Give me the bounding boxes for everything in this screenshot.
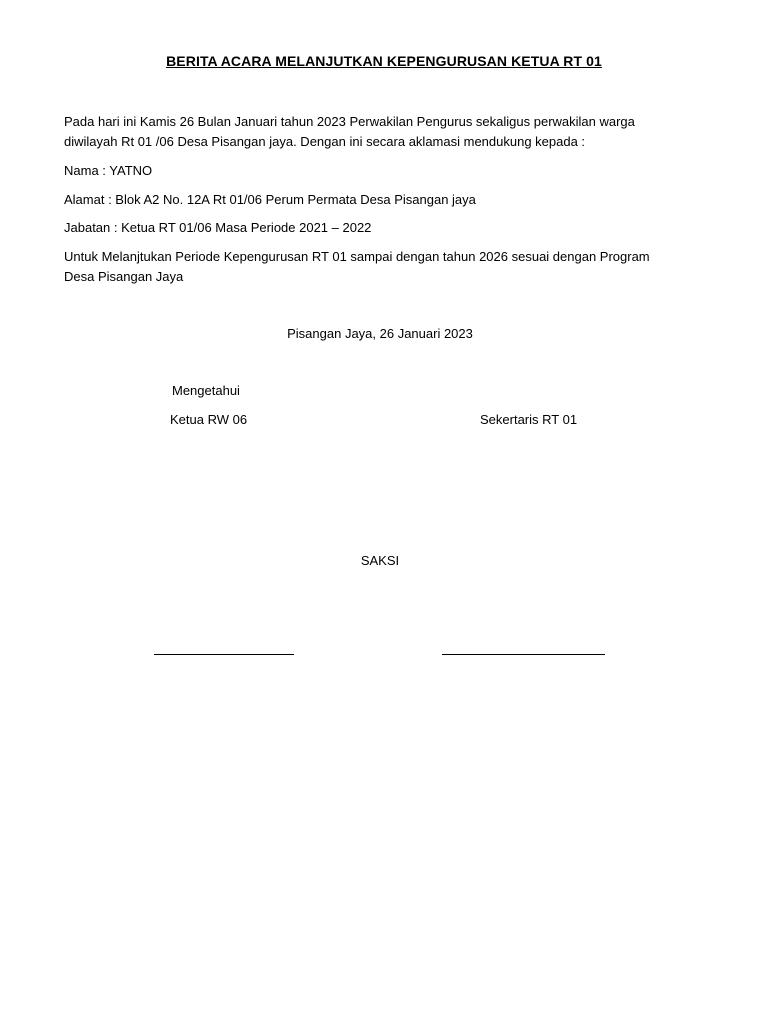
document-title: BERITA ACARA MELANJUTKAN KEPENGURUSAN KETUA RT 01	[166, 53, 602, 69]
sekertaris-label: Sekertaris RT 01	[480, 412, 578, 427]
place-date: Pisangan Jaya, 26 Januari 2023	[287, 326, 473, 341]
intro-line-2: diwilayah Rt 01 /06 Desa Pisangan jaya. Dengan ini secara aklamasi mendukung kepada :	[64, 134, 586, 149]
ketua-rw-label: Ketua RW 06	[170, 412, 248, 427]
nama-line: Nama : YATNO	[64, 163, 153, 178]
mengetahui-label: Mengetahui	[172, 383, 240, 398]
signature-line-right	[442, 654, 605, 655]
closing-line-1: Untuk Melanjtukan Periode Kepengurusan RT 01 sampai dengan tahun 2026 sesuai dengan Program	[64, 249, 650, 264]
signature-line-left	[154, 654, 294, 655]
alamat-line: Alamat : Blok A2 No. 12A Rt 01/06 Perum Permata Desa Pisangan jaya	[64, 192, 476, 207]
intro-line-1: Pada hari ini Kamis 26 Bulan Januari tahun 2023 Perwakilan Pengurus sekaligus perwakilan warga	[64, 114, 635, 129]
closing-line-2: Desa Pisangan Jaya	[64, 269, 184, 284]
intro-paragraph	[64, 112, 714, 152]
jabatan-line: Jabatan : Ketua RT 01/06 Masa Periode 2021 – 2022	[64, 220, 372, 235]
saksi-label: SAKSI	[360, 553, 400, 568]
closing-paragraph	[64, 247, 714, 287]
